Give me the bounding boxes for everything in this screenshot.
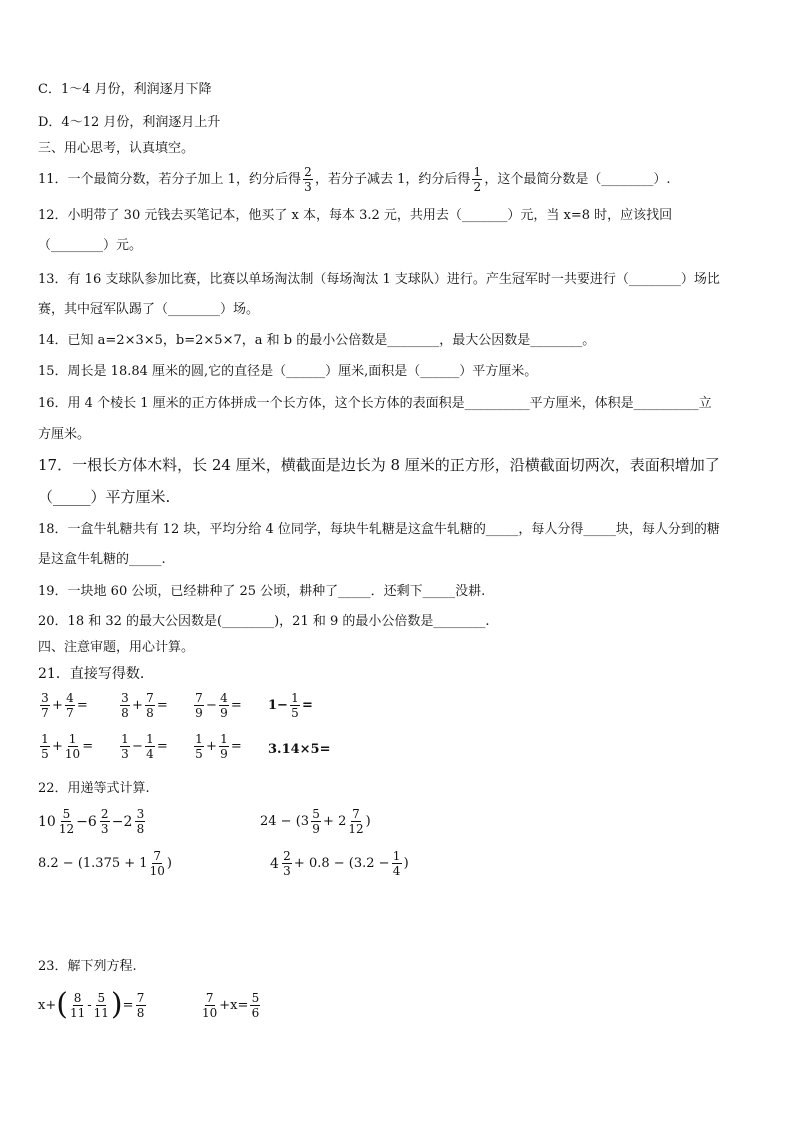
denominator: 4 <box>392 864 401 878</box>
denominator: 10 <box>202 1006 218 1020</box>
question-23-title: 23．解下列方程. <box>38 959 137 974</box>
fraction <box>472 166 482 193</box>
fraction <box>135 808 145 835</box>
fraction <box>202 992 217 1019</box>
math-term: + <box>132 698 143 713</box>
q21-item-7 <box>192 733 242 760</box>
math-term: = <box>76 698 88 713</box>
numerator: 7 <box>195 691 203 705</box>
fraction <box>40 692 50 719</box>
right-paren: ) <box>110 987 123 1022</box>
math-term: = <box>82 739 94 754</box>
question-13-line-1: 13．有 16 支球队参加比赛，比赛以单场淘汰制（每场淘汰 1 支球队）进行。产生冠军时一共要进行（________）场比 <box>38 272 720 287</box>
fraction <box>219 692 229 719</box>
math-term: −2 <box>111 813 133 830</box>
fraction <box>94 992 109 1019</box>
numerator: 7 <box>153 849 162 863</box>
fraction <box>250 992 260 1019</box>
fraction <box>392 850 402 877</box>
numerator: 2 <box>100 807 109 821</box>
option-c: C．1～4 月份，利润逐月下降 <box>38 82 212 97</box>
fraction <box>65 692 75 719</box>
math-term: = <box>230 698 242 713</box>
math-term: - <box>87 997 92 1013</box>
denominator: 6 <box>251 1006 260 1020</box>
math-term: 8.2 − (1.375 + 1 <box>38 856 148 871</box>
denominator: 10 <box>149 864 165 878</box>
fraction <box>100 808 110 835</box>
numerator: 4 <box>220 691 228 705</box>
fraction <box>150 850 165 877</box>
q21-item-3 <box>192 692 242 719</box>
section-4-heading: 四、注意审题，用心计算。 <box>38 640 195 655</box>
fraction <box>282 850 292 877</box>
q21-item-8: 3.14×5= <box>268 742 331 757</box>
math-term: = <box>156 739 168 754</box>
option-d: D．4～12 月份，利润逐月上升 <box>38 115 221 130</box>
math-term: 10 <box>38 813 56 830</box>
math-term: − <box>132 739 143 754</box>
numerator: 2 <box>304 165 312 179</box>
denominator: 9 <box>195 706 203 720</box>
question-22-title: 22．用递等式计算. <box>38 781 150 796</box>
question-19: 19．一块地 60 公顷，已经耕种了 25 公顷，耕种了_____．还剩下_____没耕. <box>38 584 486 599</box>
q22-expression-2 <box>260 808 371 835</box>
numerator: 1 <box>195 732 203 746</box>
numerator: 5 <box>312 807 320 821</box>
question-17-line-2: （_____）平方厘米. <box>38 488 171 506</box>
math-term: +x= <box>219 998 249 1013</box>
math-term: ) <box>365 814 371 829</box>
numerator: 7 <box>136 990 145 1005</box>
math-term: + <box>52 698 63 713</box>
numerator: 4 <box>66 691 74 705</box>
denominator: 10 <box>64 747 81 761</box>
q21-item-6 <box>118 733 168 760</box>
denominator: 9 <box>312 822 320 836</box>
question-17-line-1: 17．一根长方体木料，长 24 厘米，横截面是边长为 8 厘米的正方形，沿横截面切两次，表面积增加了 <box>38 456 720 474</box>
question-16-line-2: 方厘米。 <box>38 427 91 442</box>
fraction <box>303 166 313 193</box>
numerator: 3 <box>136 807 145 821</box>
math-term: + <box>52 739 63 754</box>
fraction <box>219 733 229 760</box>
denominator: 5 <box>291 706 299 720</box>
denominator: 5 <box>41 747 49 761</box>
denominator: 12 <box>58 822 75 836</box>
denominator: 4 <box>146 747 154 761</box>
math-term: 24 − (3 <box>260 814 310 829</box>
denominator: 3 <box>304 180 312 194</box>
fraction <box>70 992 85 1019</box>
numerator: 7 <box>146 691 154 705</box>
math-term: 1− <box>268 698 288 713</box>
q23-equation-2 <box>200 992 262 1019</box>
denominator: 8 <box>121 706 129 720</box>
question-15: 15．周长是 18.84 厘米的圆,它的直径是（______）厘米,面积是（______）平方厘米。 <box>38 364 538 379</box>
denominator: 3 <box>121 747 129 761</box>
fraction <box>136 992 146 1019</box>
fraction <box>194 733 204 760</box>
question-12-line-2: （________）元。 <box>38 238 143 253</box>
denominator: 8 <box>146 706 154 720</box>
numerator: 3 <box>41 691 49 705</box>
math-term: x+ <box>38 997 57 1013</box>
numerator: 2 <box>283 849 291 863</box>
numerator: 1 <box>291 691 299 705</box>
denominator: 3 <box>283 864 291 878</box>
q21-item-4 <box>268 692 313 719</box>
math-term: + <box>206 739 217 754</box>
question-12-line-1: 12．小明带了 30 元钱去买笔记本，他买了 x 本，每本 3.2 元，共用去（_______）元，当 x=8 时，应该找回 <box>38 208 673 223</box>
numerator: 5 <box>62 807 71 821</box>
math-term: −6 <box>76 813 97 830</box>
numerator: 1 <box>220 732 228 746</box>
math-term: = <box>230 739 242 754</box>
numerator: 1 <box>146 732 154 746</box>
left-paren: ( <box>56 987 68 1022</box>
numerator: 8 <box>73 990 82 1005</box>
fraction <box>145 733 155 760</box>
q22-expression-1 <box>38 808 147 835</box>
question-21-title: 21．直接写得数. <box>38 666 145 682</box>
numerator: 1 <box>41 732 49 746</box>
question-18-line-2: 是这盒牛轧糖的_____. <box>38 552 166 567</box>
denominator: 3 <box>100 822 109 836</box>
numerator: 1 <box>121 732 129 746</box>
fraction <box>311 808 321 835</box>
numerator: 1 <box>473 165 482 179</box>
denominator: 9 <box>220 747 228 761</box>
math-term: = <box>156 698 168 713</box>
q22-expression-3 <box>38 850 172 877</box>
fraction <box>120 733 130 760</box>
math-term: + 0.8 − (3.2 − <box>293 856 390 871</box>
numerator: 5 <box>251 991 260 1005</box>
math-term: + 2 <box>323 814 347 829</box>
numerator: 1 <box>68 732 77 746</box>
fraction <box>194 692 204 719</box>
fraction <box>290 692 300 719</box>
fraction <box>348 808 363 835</box>
numerator: 5 <box>97 990 106 1005</box>
denominator: 11 <box>93 1005 109 1020</box>
question-11: 11．一个最简分数，若分子加上 1，约分后得 $\frac{2}{3}$ ，若分子减去 1，约分后得 $\frac{1}{2}$ ，这个最简分数是（________）. <box>38 165 671 194</box>
denominator: 8 <box>136 1005 145 1020</box>
numerator: 7 <box>205 991 214 1005</box>
denominator: 5 <box>195 747 203 761</box>
q21-item-2 <box>118 692 168 719</box>
q22-expression-4 <box>270 850 409 877</box>
fraction <box>65 733 80 760</box>
math-term: = <box>301 698 313 713</box>
denominator: 11 <box>69 1005 86 1020</box>
denominator: 2 <box>473 180 482 194</box>
question-13-line-2: 赛，其中冠军队踢了（________）场。 <box>38 302 260 317</box>
fraction <box>59 808 74 835</box>
numerator: 1 <box>392 849 401 863</box>
math-term: ) <box>166 856 172 871</box>
denominator: 7 <box>41 706 49 720</box>
section-3-heading: 三、用心思考，认真填空。 <box>38 141 195 156</box>
fraction <box>120 692 130 719</box>
denominator: 7 <box>66 706 74 720</box>
numerator: 3 <box>121 691 129 705</box>
numerator: 7 <box>352 807 360 821</box>
question-20: 20．18 和 32 的最大公因数是(________)，21 和 9 的最小公倍数是________. <box>38 614 490 629</box>
q21-item-1 <box>38 692 88 719</box>
q23-equation-1 <box>38 987 148 1022</box>
q21-item-5 <box>38 733 93 760</box>
math-term: ) <box>403 856 409 871</box>
denominator: 12 <box>348 822 364 836</box>
question-14: 14．已知 a=2×3×5，b=2×5×7，a 和 b 的最小公倍数是________，最大公因数是________。 <box>38 333 596 348</box>
math-term: 4 <box>270 855 279 872</box>
math-term: = <box>122 997 134 1013</box>
fraction <box>145 692 155 719</box>
fraction <box>40 733 50 760</box>
question-16-line-1: 16．用 4 个棱长 1 厘米的正方体拼成一个长方体，这个长方体的表面积是__________平方厘米，体积是__________立 <box>38 396 712 411</box>
denominator: 8 <box>136 822 145 836</box>
math-term: − <box>206 698 217 713</box>
question-18-line-1: 18．一盒牛轧糖共有 12 块，平均分给 4 位同学，每块牛轧糖是这盒牛轧糖的_____，每人分得_____块，每人分到的糖 <box>38 522 720 537</box>
denominator: 9 <box>220 706 228 720</box>
